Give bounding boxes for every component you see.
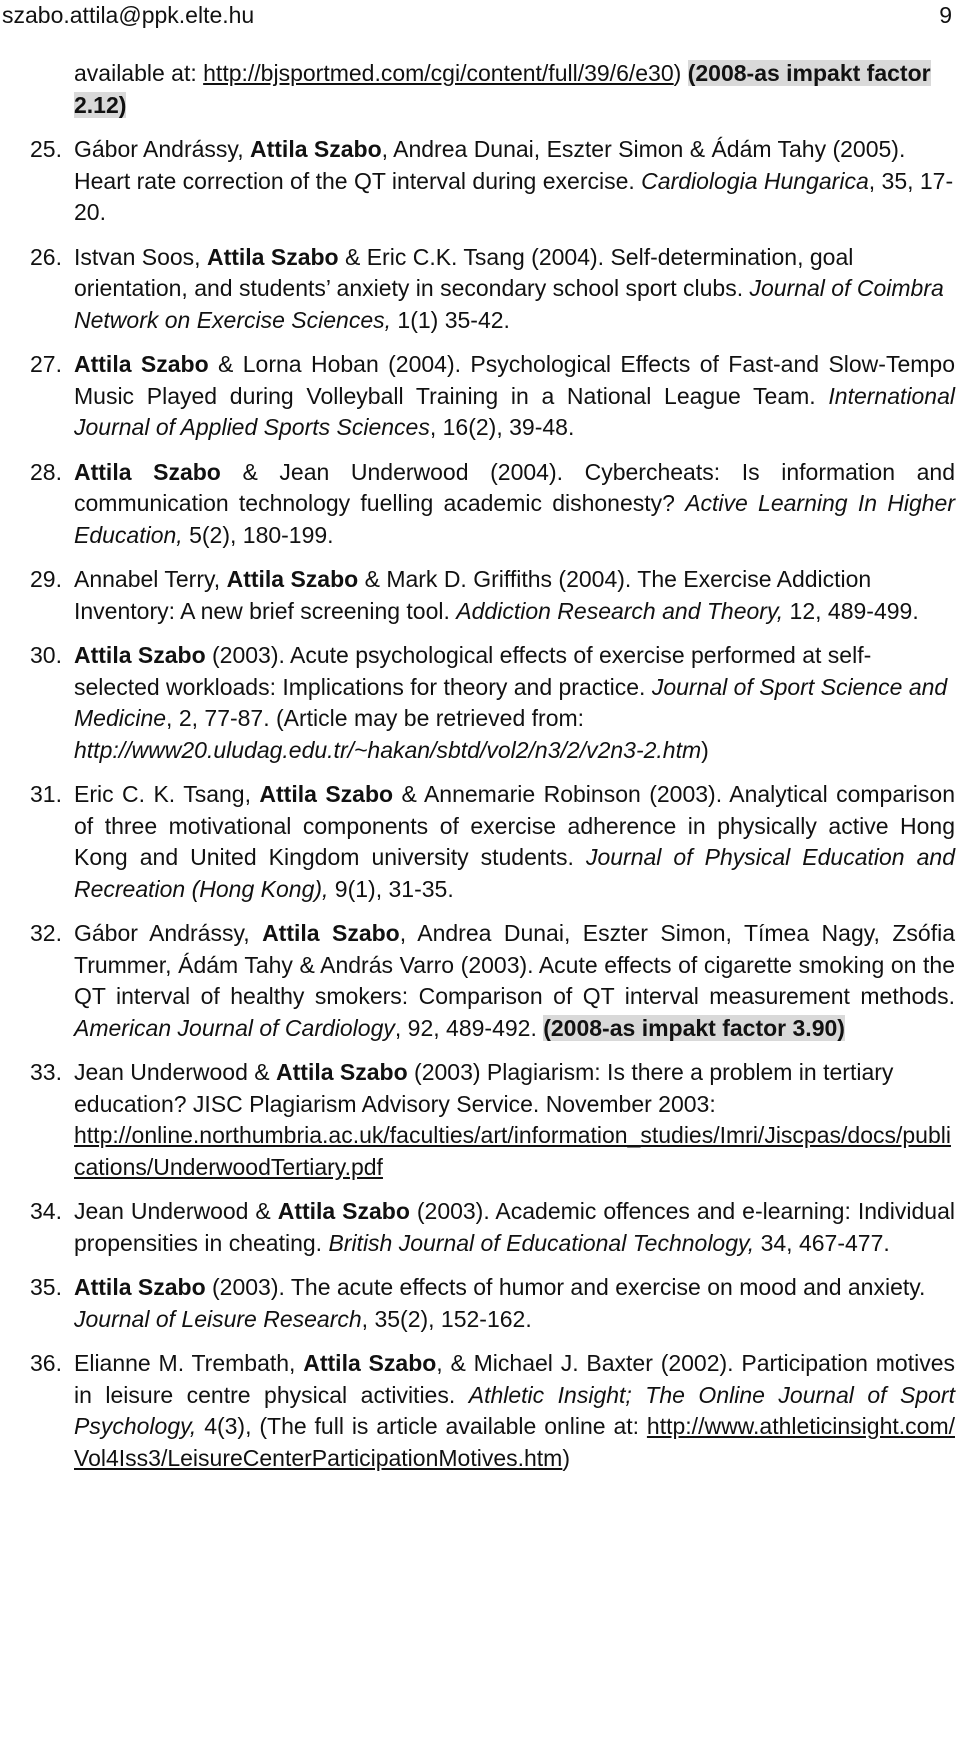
authors-title: & Mark D. Griffiths (2004). The Exercise Addiction Inventory: A new brief screening tool. <box>74 566 872 624</box>
reference-text <box>74 564 955 627</box>
reference-number: 31. <box>30 781 62 807</box>
reference-text <box>74 1196 955 1259</box>
article-link[interactable]: http://www.athleticinsight.com/Vol4Iss3/LeisureCenterParticipationMotives.htm <box>74 1413 955 1471</box>
author-highlight: Attila Szabo <box>74 1274 206 1300</box>
reference-number: 35. <box>30 1274 62 1300</box>
reference-item-27 <box>30 349 955 444</box>
reference-continuation <box>30 58 955 121</box>
authors-title: , & Michael J. Baxter (2002). Participation motives in leisure centre physical activities. <box>74 1350 955 1408</box>
journal-name: Journal of Sport Science and Medicine <box>74 673 948 731</box>
author-highlight: Attila Szabo <box>262 920 400 946</box>
author-highlight: Attila Szabo <box>259 781 394 807</box>
reference-text <box>74 779 955 905</box>
citation-details: 4(3), (The full is article available online at: <box>196 1413 647 1439</box>
journal-name: Journal of Coimbra Network on Exercise Sciences, <box>74 275 944 333</box>
journal-name: American Journal of Cardiology <box>74 1014 395 1041</box>
authors-pre: Jean Underwood & <box>74 1198 278 1224</box>
author-highlight: Attila Szabo <box>206 243 339 270</box>
authors-pre: Eric C. K. Tsang, <box>74 781 260 807</box>
journal-name: International Journal of Applied Sports Sciences <box>74 382 955 440</box>
authors-pre: Istvan Soos, <box>74 243 207 270</box>
reference-text <box>74 1348 955 1474</box>
reference-number: 25. <box>30 136 62 162</box>
header-email: szabo.attila@ppk.elte.hu <box>2 2 255 28</box>
reference-item-36 <box>30 1348 955 1474</box>
impact-factor-highlight: (2008-as impakt factor 3.90) <box>543 1014 845 1041</box>
author-highlight: Attila Szabo <box>74 642 206 668</box>
authors-title: & Eric C.K. Tsang (2004). Self-determination, goal orientation, and students’ anxiety in secondary school sport clubs. <box>74 243 854 301</box>
citation-details: 5(2), 180-199. <box>182 521 334 548</box>
citation-close: ) <box>701 736 709 763</box>
reference-text <box>74 640 955 766</box>
citation-details: 9(1), 31-35. <box>328 875 454 902</box>
citation-details: , 2, 77-87. (Article may be retrieved from: <box>166 705 585 731</box>
authors-title: (2003). Acute psychological effects of exercise performed at self-selected workloads: Implications for theory and practice. <box>74 642 872 700</box>
citation-details: 1(1) 35-42. <box>391 306 510 333</box>
authors-pre: Annabel Terry, <box>74 566 227 592</box>
reference-item-33 <box>30 1057 955 1183</box>
reference-number: 28. <box>30 458 62 485</box>
author-highlight: Attila Szabo <box>74 458 221 485</box>
authors-title: (2003). The acute effects of humor and exercise on mood and anxiety. <box>205 1274 926 1300</box>
authors-title: (2003). Academic offences and e-learning: Individual propensities in cheating. <box>74 1198 955 1256</box>
reference-number: 36. <box>30 1350 62 1376</box>
reference-number: 34. <box>30 1198 62 1224</box>
continuation-prefix: available at: <box>74 60 204 86</box>
author-highlight: Attila Szabo <box>303 1350 437 1376</box>
reference-item-31 <box>30 779 955 905</box>
author-highlight: Attila Szabo <box>226 566 359 592</box>
reference-item-25 <box>30 134 955 229</box>
authors-title: , Andrea Dunai, Eszter Simon, Tímea Nagy, Zsófia Trummer, Ádám Tahy & András Varro (2003). Acute effects of cigarette smoking on the QT interval of healthy smokers: Comparison of QT interval measurement methods. <box>74 920 955 1009</box>
journal-name: Addiction Research and Theory, <box>456 597 784 624</box>
authors-title: , Andrea Dunai, Eszter Simon & Ádám Tahy (2005). Heart rate correction of the QT interval during exercise. <box>74 136 906 194</box>
reference-text <box>74 134 955 229</box>
page-number: 9 <box>939 2 952 28</box>
reference-number: 26. <box>30 243 62 270</box>
author-highlight: Attila Szabo <box>74 351 209 377</box>
citation-close: ) <box>562 1444 571 1471</box>
reference-text <box>74 918 955 1044</box>
citation-details: , 35(2), 152-162. <box>361 1305 532 1332</box>
journal-name: Journal of Leisure Research <box>74 1305 362 1332</box>
reference-item-28 <box>30 457 955 552</box>
authors-pre: Gábor Andrássy, <box>74 920 263 946</box>
reference-number: 27. <box>30 351 62 377</box>
reference-number: 33. <box>30 1059 62 1085</box>
reference-item-30 <box>30 640 955 766</box>
reference-item-26 <box>30 242 955 337</box>
citation-details: , 92, 489-492. <box>394 1014 544 1041</box>
author-highlight: Attila Szabo <box>250 136 382 162</box>
reference-text <box>74 349 955 444</box>
journal-name: Athletic Insight; The Online Journal of Sport Psychology, <box>74 1381 955 1439</box>
citation-details: , 35, 17-20. <box>74 167 954 225</box>
reference-text <box>74 242 955 337</box>
article-url: http://www20.uludag.edu.tr/~hakan/sbtd/vol2/n3/2/v2n3-2.htm <box>74 736 702 763</box>
reference-text <box>74 457 955 552</box>
authors-pre: Gábor Andrássy, <box>74 136 250 162</box>
reference-item-35 <box>30 1272 955 1335</box>
reference-text <box>74 1272 955 1335</box>
page-header <box>0 2 960 32</box>
reference-text <box>74 1057 955 1183</box>
reference-item-32 <box>30 918 955 1044</box>
reference-item-34 <box>30 1196 955 1259</box>
journal-name: Cardiologia Hungarica <box>641 167 869 194</box>
journal-name: Active Learning In Higher Education, <box>74 490 955 548</box>
continuation-close: ) <box>673 60 682 86</box>
reference-item-29 <box>30 564 955 627</box>
authors-title: (2003) Plagiarism: Is there a problem in tertiary education? JISC Plagiarism Advisory Service. November 2003: <box>74 1059 894 1117</box>
authors-pre: Jean Underwood & <box>74 1059 277 1085</box>
journal-name: British Journal of Educational Technology, <box>328 1229 755 1256</box>
authors-title: & Jean Underwood (2004). Cybercheats: Is information and communication technology fuelling academic dishonesty? <box>74 458 955 516</box>
author-highlight: Attila Szabo <box>277 1198 410 1224</box>
authors-title: & Annemarie Robinson (2003). Analytical comparison of three motivational components of exercise adherence in physically active Hong Kong and United Kingdom university students. <box>74 781 955 870</box>
journal-name: Journal of Physical Education and Recreation (Hong Kong), <box>74 844 955 902</box>
citation-details: , 16(2), 39-48. <box>429 414 575 440</box>
continuation-link[interactable]: http://bjsportmed.com/cgi/content/full/39/6/e30 <box>203 60 674 86</box>
reference-number: 32. <box>30 920 62 946</box>
authors-title: & Lorna Hoban (2004). Psychological Effects of Fast-and Slow-Tempo Music Played during Volleyball Training in a National League Team. <box>74 351 955 409</box>
citation-details: 12, 489-499. <box>783 597 919 624</box>
reference-number: 29. <box>30 566 62 592</box>
author-highlight: Attila Szabo <box>276 1059 408 1085</box>
reference-number: 30. <box>30 642 62 668</box>
reference-list <box>30 58 955 1487</box>
citation-details: 34, 467-477. <box>754 1229 890 1256</box>
impact-factor-highlight: (2008-as impakt factor 2.12) <box>74 60 931 118</box>
authors-pre: Elianne M. Trembath, <box>74 1350 304 1376</box>
pdf-link[interactable]: http://online.northumbria.ac.uk/faculties/art/information_studies/Imri/Jiscpas/docs/publications/UnderwoodTertiary.pdf <box>74 1122 951 1180</box>
